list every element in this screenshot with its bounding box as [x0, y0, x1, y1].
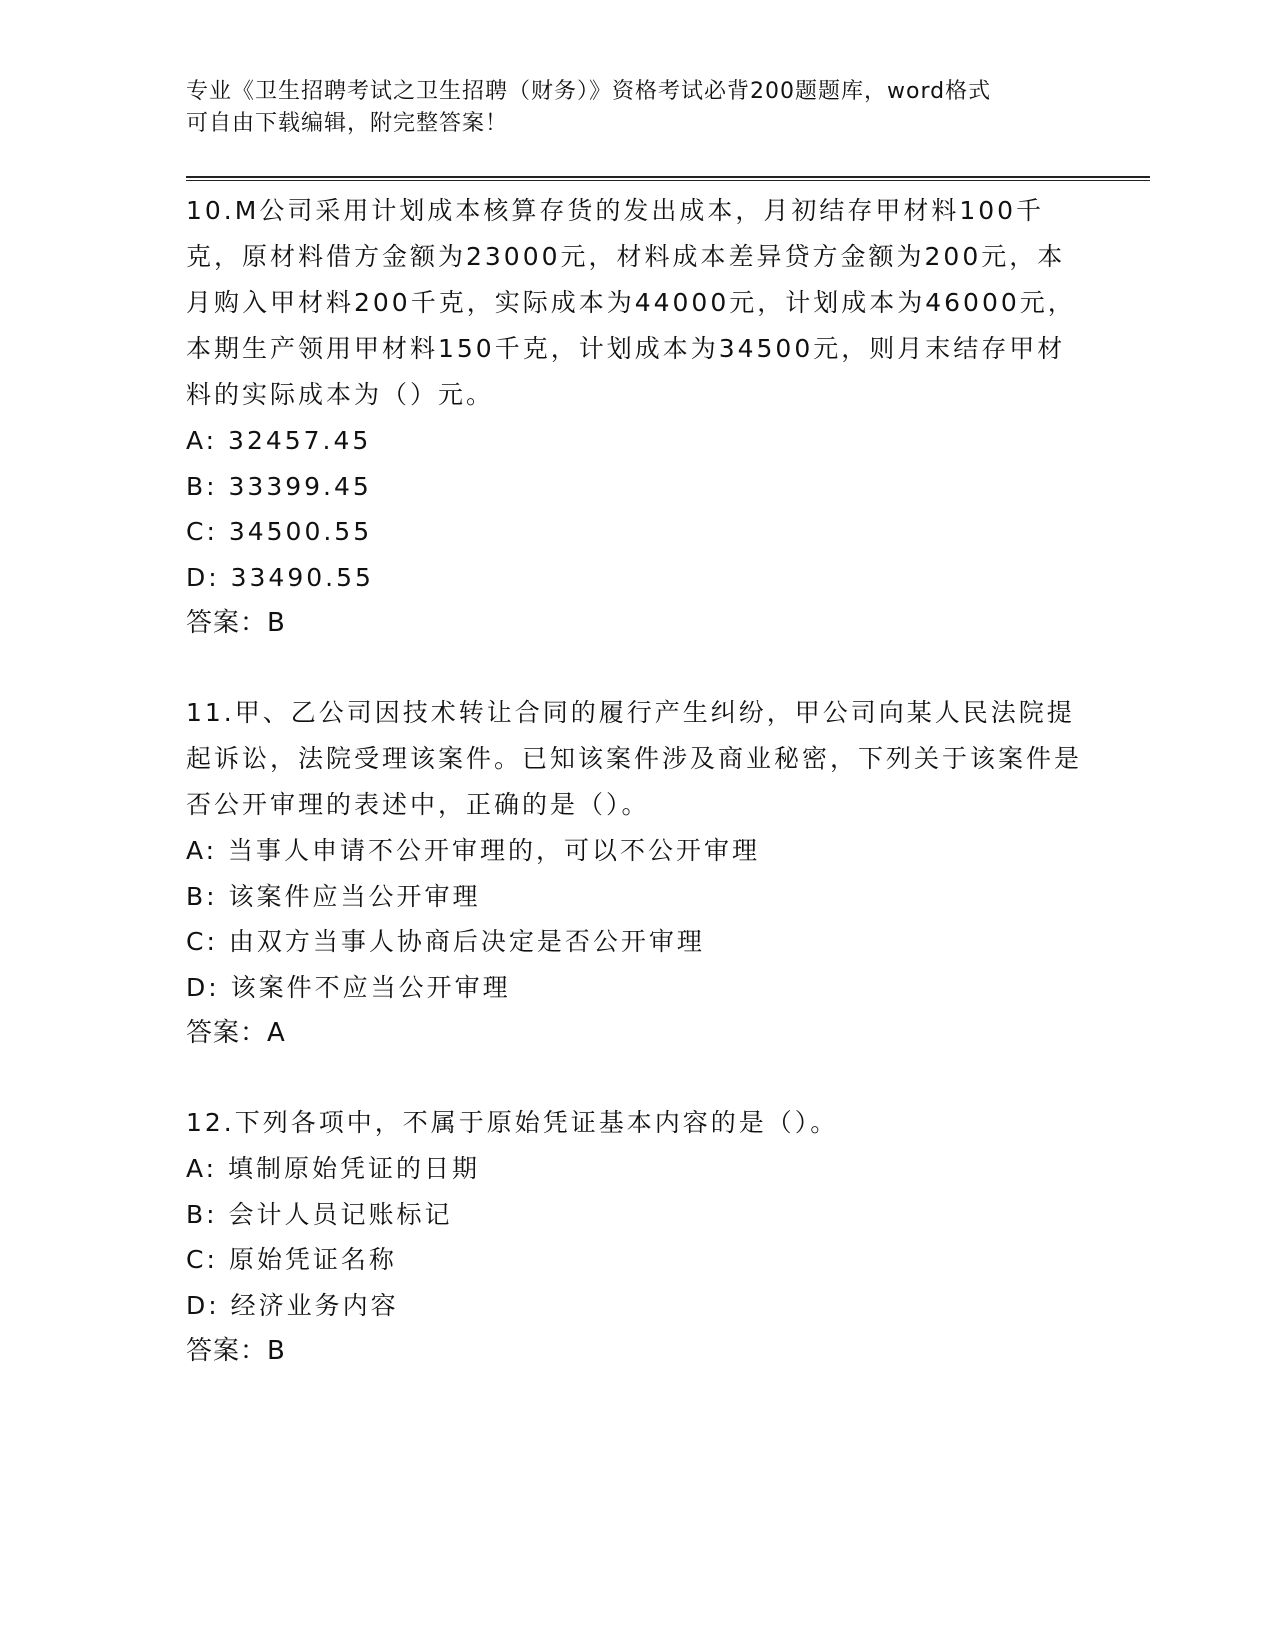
option-a: A: 32457.45 — [186, 426, 372, 455]
option-c: C: 由双方当事人协商后决定是否公开审理 — [186, 927, 705, 956]
option-d: D: 33490.55 — [186, 562, 374, 592]
option-d: D: 该案件不应当公开审理 — [186, 972, 511, 1002]
option-b: B: 33399.45 — [186, 471, 372, 501]
option-d: D: 经济业务内容 — [186, 1290, 399, 1320]
option-b: B: 该案件应当公开审理 — [186, 881, 481, 911]
question-11 — [186, 690, 1086, 1056]
answer-line: 答案：B — [186, 1336, 286, 1366]
answer-line: 答案：A — [186, 1018, 286, 1048]
question-stem: 12.下列各项中，不属于原始凭证基本内容的是（）。 — [186, 1108, 839, 1137]
option-c: C: 原始凭证名称 — [186, 1245, 397, 1274]
question-stem: 11.甲、乙公司因技术转让合同的履行产生纠纷，甲公司向某人民法院提起诉讼，法院受理该案件。已知该案件涉及商业秘密，下列关于该案件是否公开审理的表述中，正确的是（）。 — [186, 698, 1083, 819]
option-c: C: 34500.55 — [186, 517, 373, 546]
header-line-1: 专业《卫生招聘考试之卫生招聘（财务）》资格考试必背200题题库，word格式 — [186, 79, 992, 104]
option-a: A: 填制原始凭证的日期 — [186, 1154, 481, 1183]
option-b: B: 会计人员记账标记 — [186, 1199, 453, 1229]
header-line-2: 可自由下载编辑，附完整答案！ — [186, 111, 509, 136]
question-list — [186, 188, 1086, 1374]
question-spacer — [186, 646, 1086, 690]
header-divider — [186, 176, 1150, 181]
option-a: A: 当事人申请不公开审理的，可以不公开审理 — [186, 836, 761, 865]
question-10 — [186, 188, 1086, 646]
answer-line: 答案：B — [186, 608, 286, 638]
question-stem: 10.M公司采用计划成本核算存货的发出成本，月初结存甲材料100千克，原材料借方金额为23000元，材料成本差异贷方金额为200元，本月购入甲材料200千克，实际成本为44000元，计划成本为46000元，本期生产领用甲材料150千克，计划成本为34500元，则月末结存甲材料的实际成本为（）元。 — [186, 196, 1076, 409]
question-spacer — [186, 1056, 1086, 1100]
document-header — [186, 76, 1086, 140]
question-12 — [186, 1100, 1086, 1374]
